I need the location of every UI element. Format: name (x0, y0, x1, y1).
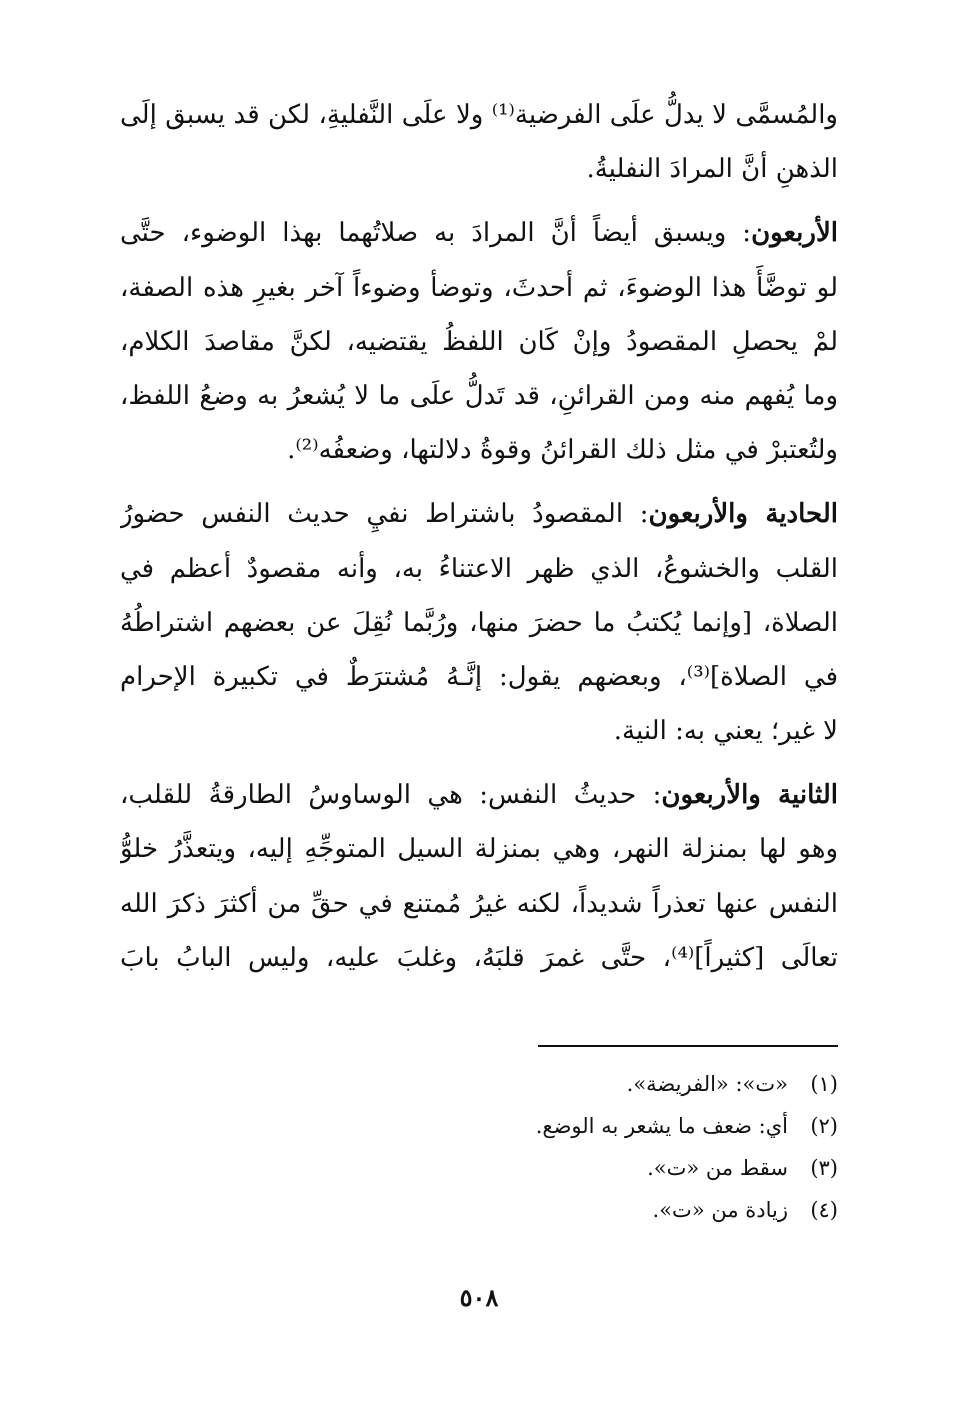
footnote-number: (٢) (810, 1114, 838, 1138)
text-line: وهو لها بمنزلة النهر، وهي بمنزلة السيل المتوجِّهِ إليه، ويتعذَّرُ خلوُّ (120, 834, 838, 865)
paragraph-2 (120, 206, 838, 477)
footnote-text: «ت»: «الفريضة». (626, 1072, 788, 1096)
text-line: في الصلاة]⁽³⁾، وبعضهم يقول: إنَّـهُ مُشترَطٌ في تكبيرة الإحرام (120, 661, 838, 692)
paragraph-3 (120, 487, 838, 758)
text-line: النفس عنها تعذراً شديداً، لكنه غيرُ مُمتنع في حقِّ من أكثرَ ذكرَ الله (120, 888, 838, 919)
footnote-text: زيادة من «ت». (652, 1198, 788, 1222)
text-line: تعالَى [كثيراً]⁽⁴⁾، حتَّى غمرَ قلبَهُ، وغلبَ عليه، وليس البابُ بابَ (120, 942, 838, 973)
footnote (300, 1105, 838, 1147)
footnote-number: (٤) (810, 1198, 838, 1222)
text-line-rest: : ويسبق أيضاً أنَّ المرادَ به صلاتُهما بهذا الوضوء، حتَّى (120, 218, 752, 249)
footnotes (300, 1063, 838, 1231)
footnote-text: أي: ضعف ما يشعر به الوضع. (535, 1114, 788, 1138)
footnote-separator (538, 1045, 838, 1047)
text-line: الصلاة، [وإنما يُكتبُ ما حضرَ منها، ورُبَّما نُقِلَ عن بعضهم اشتراطُهُ (120, 607, 838, 638)
footnote (300, 1063, 838, 1105)
text-line-rest: : المقصودُ باشتراط نفيِ حديث النفس حضورُ (120, 499, 649, 530)
paragraph-heading: الأربعون (751, 218, 838, 249)
footnote-number: (٣) (810, 1156, 838, 1180)
footnote-number: (١) (810, 1072, 838, 1096)
text-line (120, 768, 838, 822)
text-line: ولتُعتبرْ في مثل ذلك القرائنُ وقوةُ دلالتها، وضعفُه⁽²⁾. (287, 435, 838, 466)
text-line: لا غير؛ يعني به: النية. (613, 716, 838, 747)
text-line: الذهنِ أنَّ المرادَ النفليةُ. (586, 154, 838, 185)
text-line: والمُسمَّى لا يدلُّ علَى الفرضية⁽¹⁾ ولا علَى النَّفليةِ، لكن قد يسبق إلَى (120, 100, 838, 130)
paragraph-4 (120, 768, 838, 985)
text-line: وما يُفهم منه ومن القرائنِ، قد تَدلُّ علَى ما لا يُشعرُ به وضعُ اللفظ، (120, 380, 838, 411)
page-number: ٥٠٨ (459, 1283, 499, 1312)
footnote (300, 1189, 838, 1231)
paragraph-heading: الحادية والأربعون (648, 499, 838, 530)
footnote (300, 1147, 838, 1189)
footnote-text: سقط من «ت». (647, 1156, 788, 1180)
text-line: القلب والخشوعُ، الذي ظهر الاعتناءُ به، وأنه مقصودٌ أعظم في (120, 553, 838, 584)
text-line: لمْ يحصلِ المقصودُ وإنْ كَان اللفظُ يقتضيه، لكنَّ مقاصدَ الكلام، (120, 326, 838, 357)
text-line: لو توضَّأَ هذا الوضوءَ، ثم أحدثَ، وتوضأ وضوءاً آخر بغيرِ هذه الصفة، (120, 272, 838, 303)
text-line (120, 487, 838, 541)
paragraph-1 (120, 88, 838, 196)
text-line (120, 206, 838, 260)
paragraph-heading: الثانية والأربعون (661, 780, 838, 811)
main-text (120, 88, 838, 985)
text-line-rest: : حديثُ النفس: هي الوساوسُ الطارقةُ للقلب، (120, 780, 662, 811)
